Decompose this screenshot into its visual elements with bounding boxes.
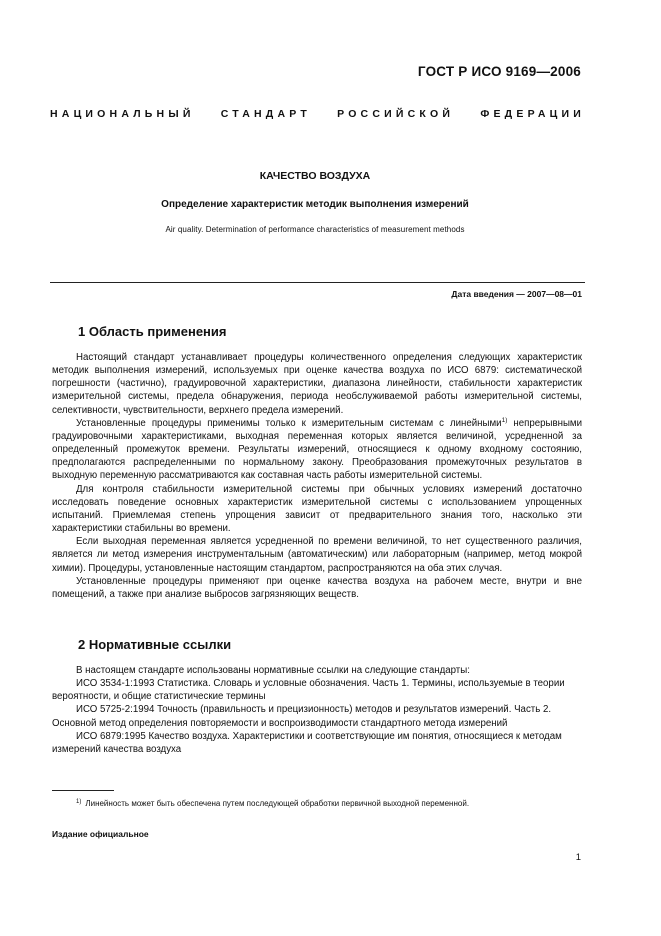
section-1-body bbox=[52, 351, 582, 601]
header-rule bbox=[50, 282, 585, 283]
section-1-paragraph-2-start: Установленные процедуры применимы только к измерительным системам с линейными bbox=[76, 417, 502, 429]
section-2-reference-iso-5725: ИСО 5725-2:1994 Точность (правильность и прецизионность) методов и результатов измерений. Часть 2. Основной метод определения повторяемости и воспроизводимости стандартного метода измерений bbox=[52, 704, 552, 729]
section-1-title: 1 Область применения bbox=[78, 324, 227, 339]
footnote bbox=[76, 799, 469, 808]
section-1-paragraph-4: Если выходная переменная является усредненной по времени величиной, то нет существенного различия, является ли метод измерения инструментальным (автоматическим) или лабораторным (например, метод мокрой химии). Процедуры, установленные настоящим стандартом, распространяются на оба этих случая. bbox=[52, 536, 582, 574]
footnote-rule bbox=[52, 790, 114, 791]
page-number: 1 bbox=[575, 852, 581, 863]
section-1-paragraph-2 bbox=[52, 417, 582, 483]
edition-label: Издание официальное bbox=[52, 829, 149, 839]
document-code: ГОСТ Р ИСО 9169—2006 bbox=[417, 64, 581, 79]
section-2-body bbox=[52, 664, 582, 756]
title-en: Air quality. Determination of performance characteristics of measurement methods bbox=[165, 225, 465, 234]
section-2-reference-iso-6879: ИСО 6879:1995 Качество воздуха. Характеристики и соответствующие им понятия, относящиеся к методам измерений качества воздуха bbox=[52, 730, 562, 755]
footnote-mark: 1) bbox=[76, 799, 82, 805]
title-ru-subtitle: Определение характеристик методик выполнения измерений bbox=[161, 199, 469, 210]
section-2-title: 2 Нормативные ссылки bbox=[78, 637, 232, 652]
section-1-paragraph-3: Для контроля стабильности измерительной системы при обычных условиях измерений достаточно исследовать поведение основных характеристик измерительной системы с использованием упрощенных испытаний. Приемлемая степень упрощения зависит от предварительного знания того, насколько эти характеристики стабильны во времени. bbox=[52, 483, 582, 535]
national-standard-banner: НАЦИОНАЛЬНЫЙ СТАНДАРТ РОССИЙСКОЙ ФЕДЕРАЦИИ bbox=[50, 108, 585, 120]
introduction-date: Дата введения — 2007—08—01 bbox=[451, 289, 582, 299]
title-ru-main: КАЧЕСТВО ВОЗДУХА bbox=[259, 170, 371, 182]
footnote-text: Линейность может быть обеспечена путем последующей обработки первичной выходной переменной. bbox=[85, 799, 470, 808]
footnote-reference: 1) bbox=[501, 416, 508, 424]
section-2-paragraph-1: В настоящем стандарте использованы нормативные ссылки на следующие стандарты: bbox=[76, 665, 470, 676]
section-1-paragraph-5: Установленные процедуры применяют при оценке качества воздуха на рабочем месте, внутри и вне помещений, а также при анализе выбросов загрязняющих веществ. bbox=[52, 575, 582, 600]
section-2-reference-iso-3534: ИСО 3534-1:1993 Статистика. Словарь и условные обозначения. Часть 1. Термины, используемые в теории вероятности, и общие статистические термины bbox=[52, 678, 565, 703]
section-1-paragraph-2-rest: непрерывными градуировочными характеристиками, выходная переменная которых является величиной, усредненной за определенный промежуток времени. Результаты измерений, относящиеся к одному входному состоянию, предполагаются распределенными по нормальному закону. Преобразования промежуточных результатов в выходную переменную рассматриваются как составная часть работы измерительной системы. bbox=[52, 417, 582, 482]
section-1-paragraph-1: Настоящий стандарт устанавливает процедуры количественного определения следующих характеристик методик выполнения измерений, используемых при оценке качества воздуха по ИСО 6879: систематической погрешности (частично), градуировочной характеристики, диапазона линейности, стабильности характеристик измерительной системы, предела обнаружения, периода необслуживаемой работы измерительной системы, селективности, чувствительности, верхнего предела измерений. bbox=[52, 352, 582, 416]
